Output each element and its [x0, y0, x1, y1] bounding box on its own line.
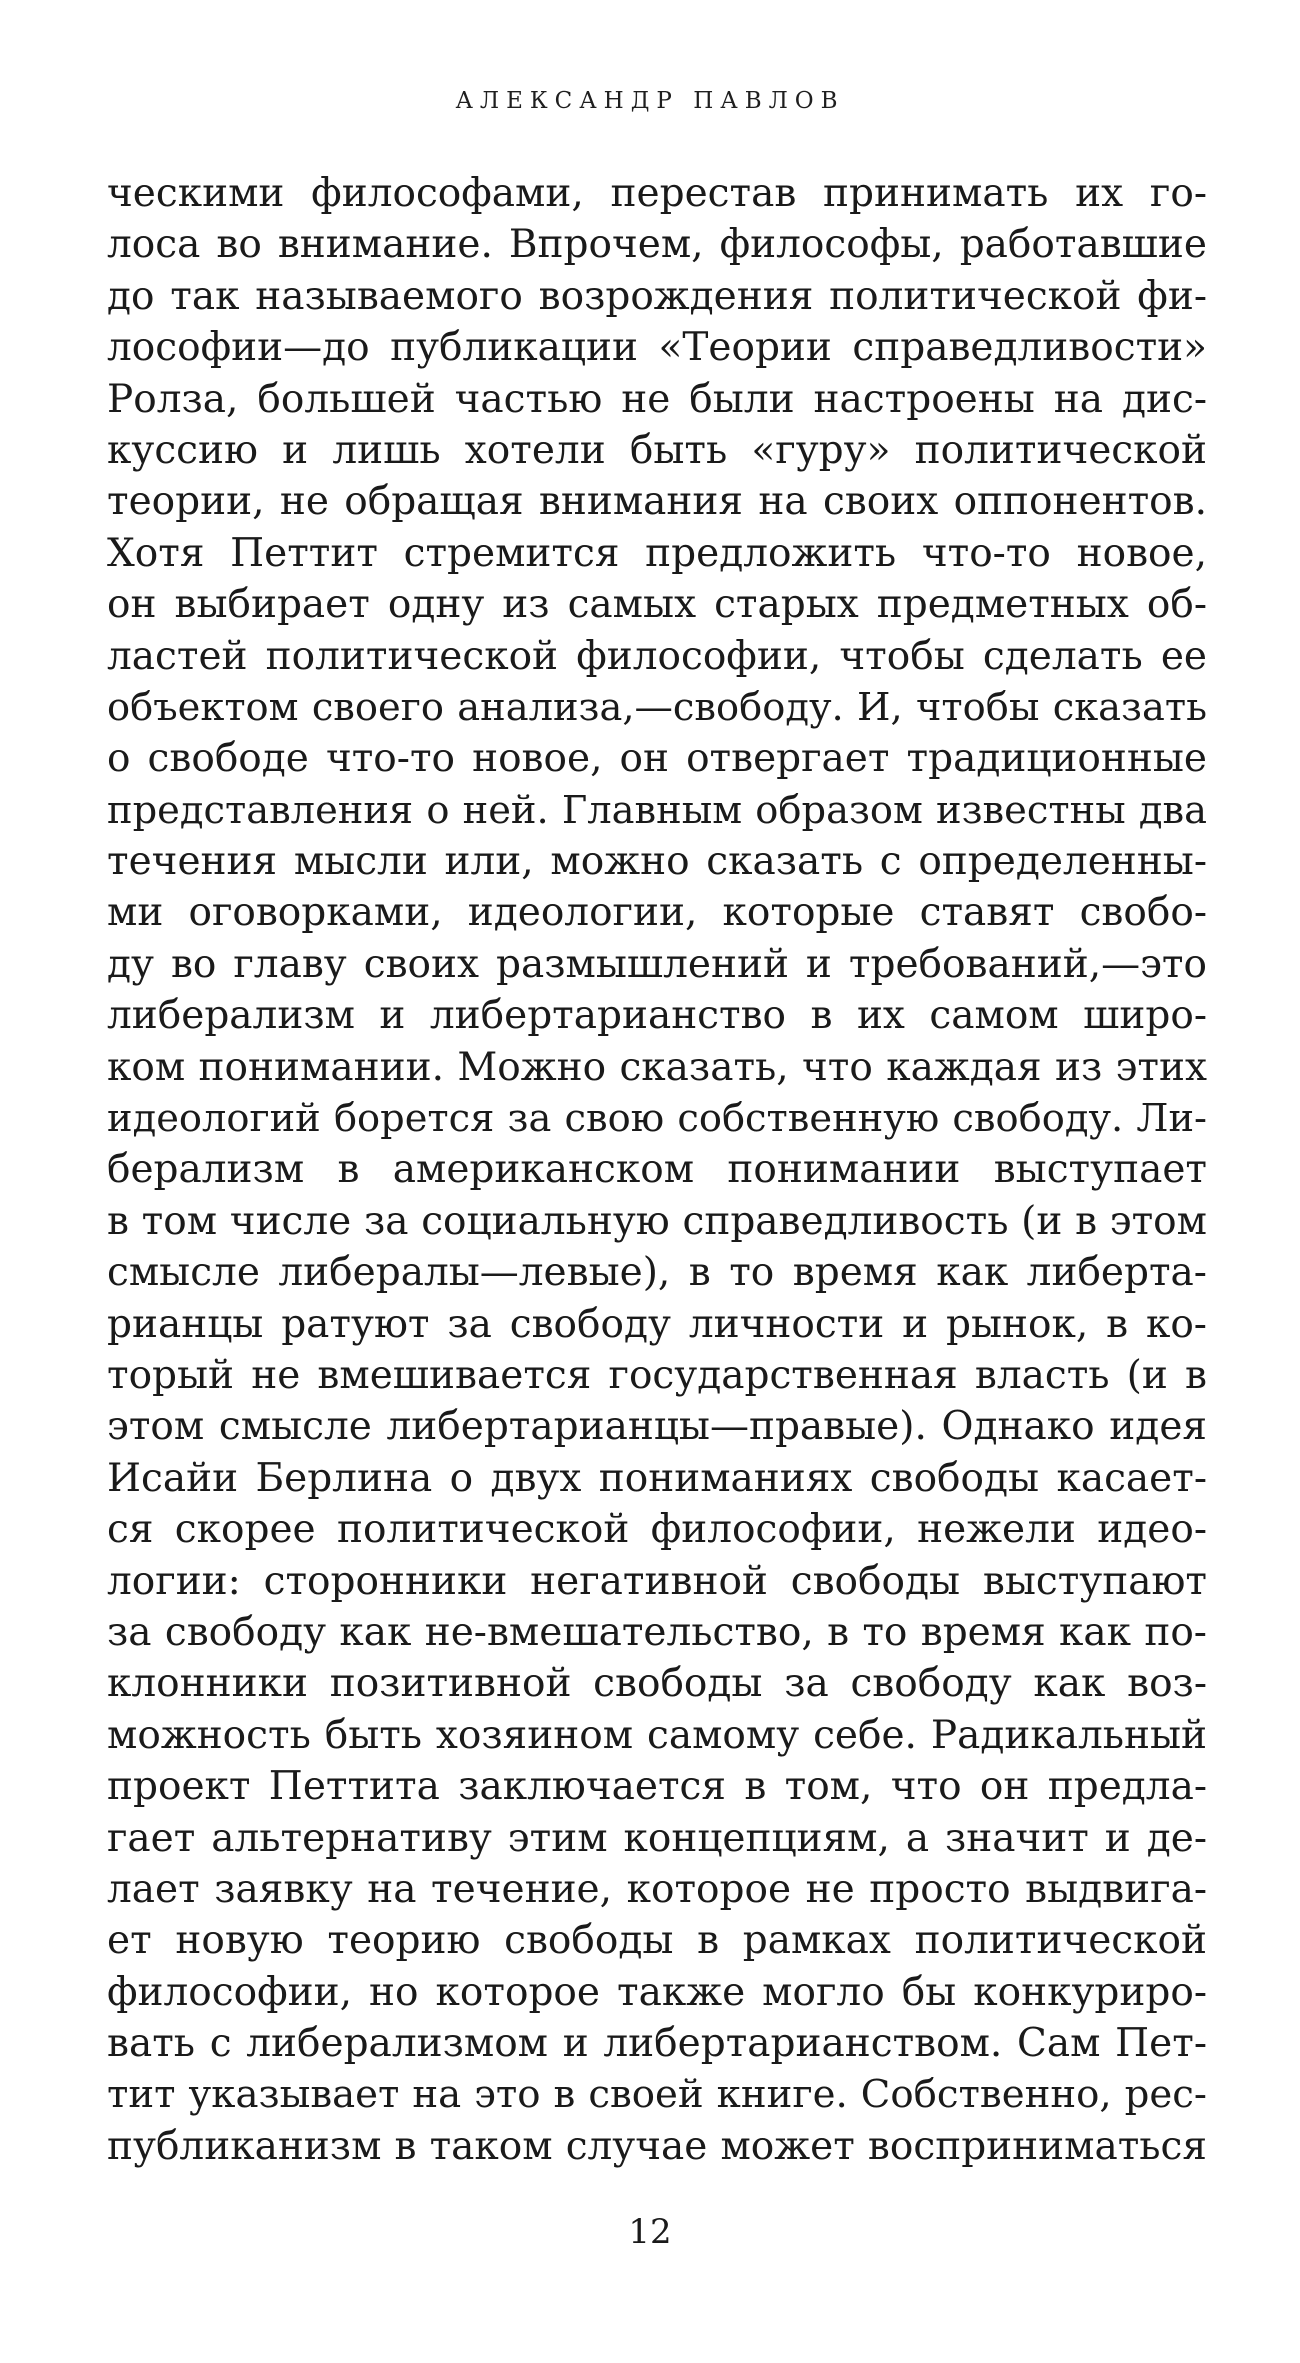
text-line: либерализм и либертарианство в их самом широ-: [107, 993, 1207, 1039]
text-line: вать с либерализмом и либертарианством. Сам Пет-: [107, 2021, 1207, 2067]
text-line: ет новую теорию свободы в рамках политической: [107, 1918, 1207, 1964]
text-line: лософии—до публикации «Теории справедливости»: [107, 325, 1207, 371]
text-line: представления о ней. Главным образом известны два: [107, 787, 1207, 833]
text-line: этом смысле либертарианцы—правые). Однако идея: [107, 1404, 1207, 1450]
text-line: тит указывает на это в своей книге. Собственно, рес-: [107, 2072, 1207, 2118]
running-header: АЛЕКСАНДР ПАВЛОВ: [455, 88, 845, 114]
text-line: публиканизм в таком случае может восприниматься: [107, 2123, 1207, 2169]
text-line: берализм в американском понимании выступает: [107, 1147, 1207, 1193]
text-line: за свободу как не-вмешательство, в то время как по-: [107, 1609, 1207, 1655]
text-line: можность быть хозяином самому себе. Радикальный: [107, 1712, 1207, 1758]
text-line: Исайи Берлина о двух пониманиях свободы касает-: [107, 1455, 1207, 1501]
text-line: теории, не обращая внимания на своих оппонентов.: [107, 479, 1207, 525]
text-line: философии, но которое также могло бы конкуриро-: [107, 1969, 1207, 2015]
text-line: течения мысли или, можно сказать с определенны-: [107, 839, 1207, 885]
text-line: лоса во внимание. Впрочем, философы, работавшие: [107, 222, 1207, 268]
text-line: ду во главу своих размышлений и требований,—это: [107, 941, 1207, 987]
text-line: он выбирает одну из самых старых предметных об-: [107, 582, 1207, 628]
text-line: Ролза, большей частью не были настроены на дис-: [107, 376, 1207, 422]
text-line: куссию и лишь хотели быть «гуру» политической: [107, 427, 1207, 473]
text-line: ластей политической философии, чтобы сделать ее: [107, 633, 1207, 679]
text-line: проект Петтита заключается в том, что он предла-: [107, 1764, 1207, 1810]
text-line: гает альтернативу этим концепциям, а значит и де-: [107, 1815, 1207, 1861]
text-line: торый не вмешивается государственная власть (и в: [107, 1352, 1207, 1398]
page-number: 12: [628, 2212, 672, 2252]
text-line: Хотя Петтит стремится предложить что-то новое,: [107, 530, 1207, 576]
text-line: ми оговорками, идеологии, которые ставят свобо-: [107, 890, 1207, 936]
text-line: в том числе за социальную справедливость (и в этом: [107, 1198, 1207, 1244]
text-line: ся скорее политической философии, нежели идео-: [107, 1507, 1207, 1553]
body-text: [107, 168, 1207, 2172]
text-line: лает заявку на течение, которое не просто выдвига-: [107, 1866, 1207, 1912]
text-line: о свободе что-то новое, он отвергает традиционные: [107, 736, 1207, 782]
text-line: до так называемого возрождения политической фи-: [107, 273, 1207, 319]
text-line: рианцы ратуют за свободу личности и рынок, в ко-: [107, 1301, 1207, 1347]
text-line: идеологий борется за свою собственную свободу. Ли-: [107, 1096, 1207, 1142]
text-line: клонники позитивной свободы за свободу как воз-: [107, 1661, 1207, 1707]
text-line: логии: сторонники негативной свободы выступают: [107, 1558, 1207, 1604]
text-line: ческими философами, перестав принимать их го-: [107, 171, 1207, 216]
text-line: объектом своего анализа,—свободу. И, чтобы сказать: [107, 684, 1207, 730]
text-line: смысле либералы—левые), в то время как либерта-: [107, 1250, 1207, 1296]
text-line: ком понимании. Можно сказать, что каждая из этих: [107, 1044, 1207, 1090]
